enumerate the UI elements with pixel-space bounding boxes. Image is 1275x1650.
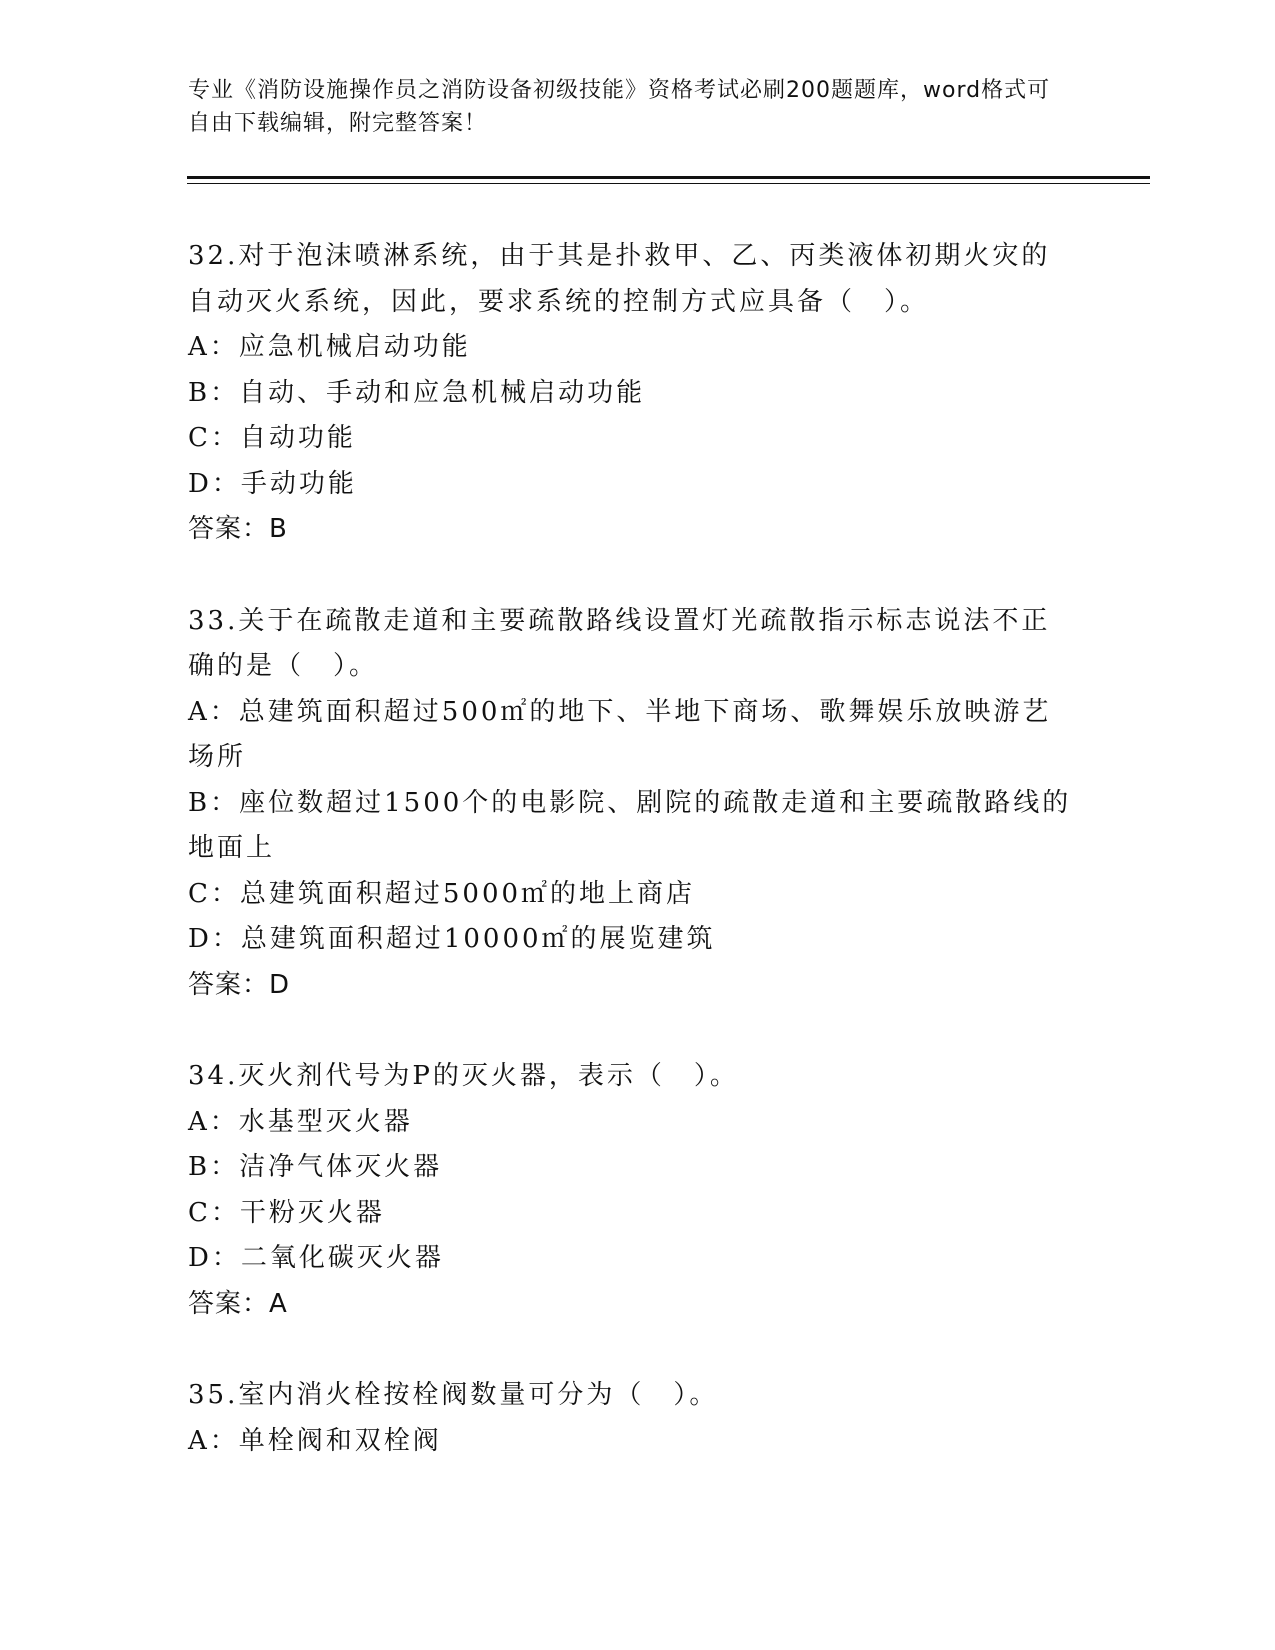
answer-line: 答案：A <box>188 1288 288 1319</box>
option-a: A：应急机械启动功能 <box>188 332 471 362</box>
answer-line: 答案：B <box>188 514 288 544</box>
option-d: D：二氧化碳灭火器 <box>188 1243 444 1273</box>
option-c: C：总建筑面积超过5000㎡的地上商店 <box>188 878 696 909</box>
option-c: C：干粉灭火器 <box>188 1197 385 1228</box>
question-32 <box>188 234 1078 553</box>
option-b: B：洁净气体灭火器 <box>188 1152 443 1182</box>
question-stem: 35.室内消火栓按栓阀数量可分为（ ）。 <box>188 1380 719 1410</box>
option-d: D：总建筑面积超过10000㎡的展览建筑 <box>188 924 716 954</box>
question-35 <box>188 1373 1078 1464</box>
answer-line: 答案：D <box>188 969 291 1000</box>
option-a: A：水基型灭火器 <box>188 1106 413 1137</box>
question-stem: 33.关于在疏散走道和主要疏散路线设置灯光疏散指示标志说法不正确的是（ ）。 <box>188 605 1051 681</box>
header-rule-thick <box>187 176 1150 179</box>
question-33 <box>188 599 1078 1009</box>
question-stem: 34.灭火剂代号为P的灭火器，表示（ ）。 <box>188 1061 739 1091</box>
question-stem: 32.对于泡沫喷淋系统，由于其是扑救甲、乙、丙类液体初期火灾的自动灭火系统，因此，要求系统的控制方式应具备（ ）。 <box>188 241 1051 317</box>
document-header: 专业《消防设施操作员之消防设备初级技能》资格考试必刷200题题库，word格式可自由下载编辑，附完整答案！ <box>188 78 1051 136</box>
option-c: C：自动功能 <box>188 423 356 453</box>
option-b: B：座位数超过1500个的电影院、剧院的疏散走道和主要疏散路线的地面上 <box>188 787 1072 863</box>
question-list <box>188 234 1078 1510</box>
header-rule-thin <box>187 183 1150 184</box>
option-d: D：手动功能 <box>188 468 357 499</box>
question-34 <box>188 1054 1078 1327</box>
option-a: A：总建筑面积超过500㎡的地下、半地下商场、歌舞娱乐放映游艺场所 <box>188 696 1052 772</box>
option-b: B：自动、手动和应急机械启动功能 <box>188 377 646 408</box>
option-a: A：单栓阀和双栓阀 <box>188 1425 442 1456</box>
